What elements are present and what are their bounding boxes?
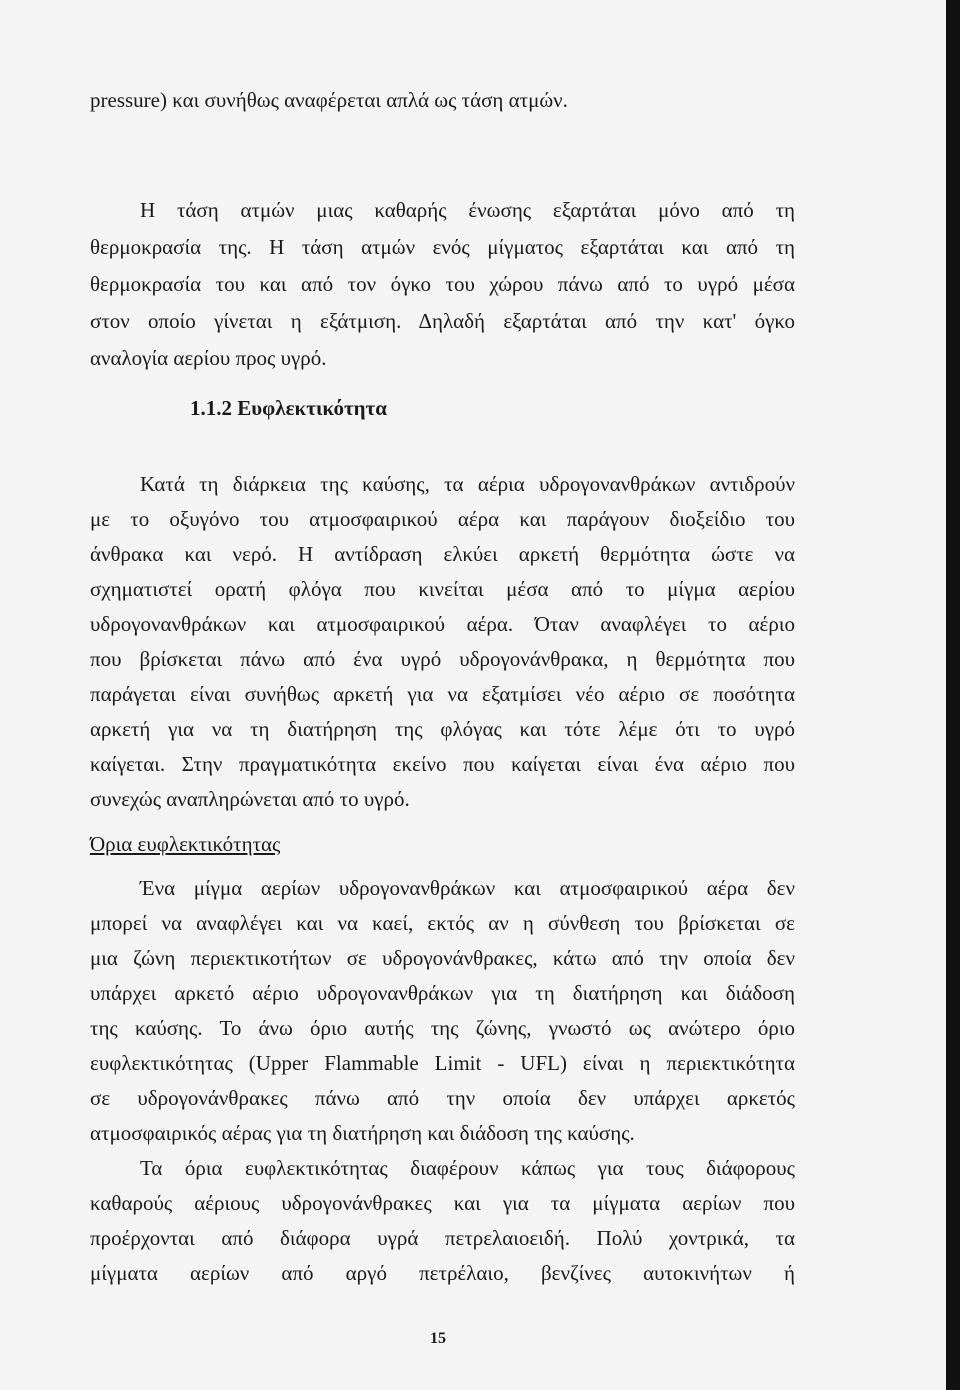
text-line: αναλογία αερίου προς υγρό. (90, 346, 327, 370)
text-line: Η τάση ατμών μιας καθαρής ένωσης εξαρτάται μόνο από τη (140, 198, 795, 222)
text-line: στον οποίο γίνεται η εξάτμιση. Δηλαδή εξαρτάται από την κατ' όγκο (90, 309, 795, 333)
text-line: παράγεται είναι συνήθως αρκετή για να εξατμίσει νέο αέριο σε ποσότητα (90, 682, 795, 706)
text-line: που βρίσκεται πάνω από ένα υγρό υδρογονάνθρακα, η θερμότητα που (90, 647, 795, 671)
text-line: θερμοκρασία του και από τον όγκο του χώρου πάνω από το υγρό μέσα (90, 272, 795, 296)
text-line: υπάρχει αρκετό αέριο υδρογονανθράκων για τη διατήρηση και διάδοση (90, 981, 795, 1005)
text-line: σχηματιστεί ορατή φλόγα που κινείται μέσα από το μίγμα αερίου (90, 577, 795, 601)
text-line: υδρογονανθράκων και ατμοσφαιρικού αέρα. Όταν αναφλέγει το αέριο (90, 612, 795, 636)
text-line: μπορεί να αναφλέγει και να καεί, εκτός αν η σύνθεση του βρίσκεται σε (90, 911, 795, 935)
text-line: σε υδρογονάνθρακες πάνω από την οποία δεν υπάρχει αρκετός (90, 1086, 795, 1110)
text-line: με το οξυγόνο του ατμοσφαιρικού αέρα και παράγουν διοξείδιο του (90, 507, 795, 531)
text-line: μίγματα αερίων από αργό πετρέλαιο, βενζίνες αυτοκινήτων ή (90, 1261, 795, 1285)
text-line: συνεχώς αναπληρώνεται από το υγρό. (90, 787, 410, 811)
text-line: ευφλεκτικότητας (Upper Flammable Limit - UFL) είναι η περιεκτικότητα (90, 1051, 795, 1075)
text-line: προέρχονται από διάφορα υγρά πετρελαιοειδή. Πολύ χοντρικά, τα (90, 1226, 795, 1250)
scan-border (946, 0, 960, 1390)
page-number: 15 (430, 1330, 446, 1347)
text-line: αρκετή για να τη διατήρηση της φλόγας και τότε λέμε ότι το υγρό (90, 717, 795, 741)
text-line: θερμοκρασία της. Η τάση ατμών ενός μίγματος εξαρτάται και από τη (90, 235, 795, 259)
text-line: μια ζώνη περιεκτικοτήτων σε υδρογονάνθρακες, κάτω από την οποία δεν (90, 946, 795, 970)
text-line: καθαρούς αέριους υδρογονάνθρακες και για τα μίγματα αερίων που (90, 1191, 795, 1215)
text-line: Τα όρια ευφλεκτικότητας διαφέρουν κάπως για τους διάφορους (140, 1156, 795, 1180)
subsection-heading: Όρια ευφλεκτικότητας (90, 832, 281, 856)
text-line: Κατά τη διάρκεια της καύσης, τα αέρια υδρογονανθράκων αντιδρούν (140, 472, 795, 496)
text-line: καίγεται. Στην πραγματικότητα εκείνο που καίγεται είναι ένα αέριο που (90, 752, 795, 776)
text-line: pressure) και συνήθως αναφέρεται απλά ως τάση ατμών. (90, 88, 568, 112)
text-line: ατμοσφαιρικός αέρας για τη διατήρηση και διάδοση της καύσης. (90, 1121, 635, 1145)
section-heading: 1.1.2 Ευφλεκτικότητα (190, 396, 387, 420)
text-line: άνθρακα και νερό. Η αντίδραση ελκύει αρκετή θερμότητα ώστε να (90, 542, 795, 566)
text-line: της καύσης. Το άνω όριο αυτής της ζώνης, γνωστό ως ανώτερο όριο (90, 1016, 795, 1040)
text-line: Ένα μίγμα αερίων υδρογονανθράκων και ατμοσφαιρικού αέρα δεν (140, 876, 795, 900)
